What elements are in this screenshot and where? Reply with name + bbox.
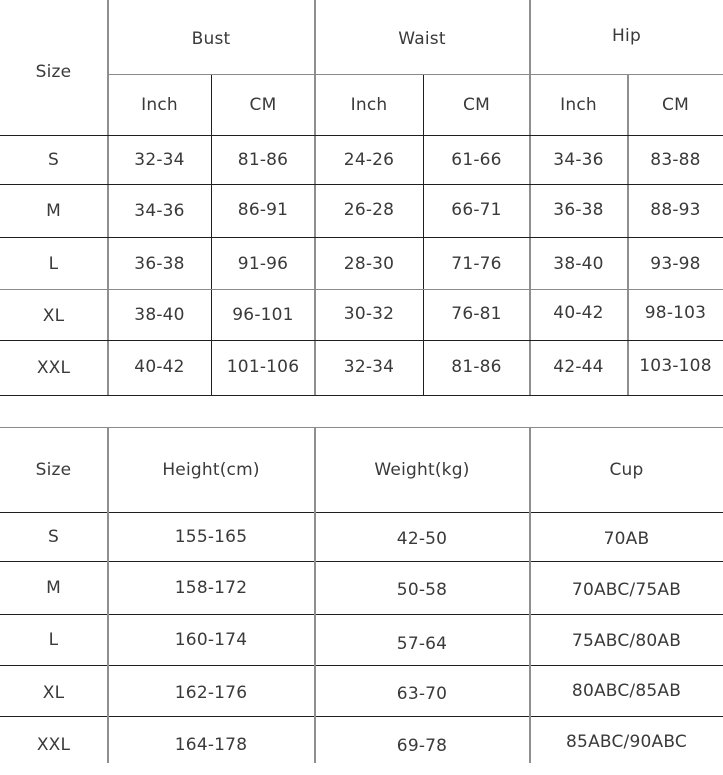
header-weight: Weight(kg)	[374, 460, 470, 480]
header-hip-inch: Inch	[560, 95, 597, 115]
hip-cm-cell: 88-93	[650, 200, 701, 220]
height-cell: 155-165	[174, 527, 248, 547]
height-cell: 162-176	[174, 683, 248, 703]
bust-inch-cell: 40-42	[134, 357, 185, 377]
bust-inch-cell: 38-40	[134, 305, 185, 325]
size-cell: XL	[42, 306, 65, 326]
size-cell: L	[48, 630, 59, 650]
bust-cm-cell: 81-86	[237, 150, 289, 170]
height-cell: 160-174	[174, 630, 248, 650]
bust-cm-cell: 101-106	[226, 357, 300, 377]
hip-cm-cell: 83-88	[650, 150, 701, 170]
bust-inch-cell: 34-36	[134, 201, 185, 221]
size-cell: XL	[42, 683, 65, 703]
weight-cell: 50-58	[396, 580, 448, 600]
header-waist-inch: Inch	[350, 95, 388, 115]
divider	[0, 395, 723, 396]
header-bust-cm: CM	[249, 95, 277, 115]
size-cell: XXL	[36, 358, 71, 378]
bust-cm-cell: 86-91	[237, 200, 289, 220]
size-cell: L	[48, 254, 59, 274]
waist-inch-cell: 28-30	[343, 253, 395, 274]
hip-cm-cell: 93-98	[650, 253, 701, 274]
header-hip-cm: CM	[662, 95, 689, 115]
height-cell: 164-178	[174, 735, 248, 755]
header-bust: Bust	[191, 29, 231, 49]
cup-cell: 85ABC/90ABC	[566, 732, 687, 752]
header-height: Height(cm)	[162, 460, 260, 480]
size-cell: S	[48, 527, 59, 547]
hip-inch-cell: 38-40	[553, 253, 604, 274]
waist-inch-cell: 30-32	[343, 304, 395, 324]
waist-cm-cell: 76-81	[451, 304, 502, 324]
bust-cm-cell: 91-96	[237, 253, 289, 274]
header-waist: Waist	[398, 29, 446, 49]
cup-cell: 80ABC/85AB	[571, 681, 682, 701]
cup-cell: 70AB	[603, 529, 650, 549]
header-bust-inch: Inch	[141, 95, 178, 115]
size-cell: S	[48, 150, 59, 170]
waist-inch-cell: 32-34	[343, 357, 395, 377]
hip-cm-cell: 103-108	[639, 356, 712, 376]
weight-cell: 42-50	[396, 529, 448, 549]
height-cell: 158-172	[174, 578, 248, 598]
hip-inch-cell: 34-36	[553, 150, 604, 170]
cup-cell: 75ABC/80AB	[571, 631, 682, 651]
size-cell: XXL	[36, 735, 71, 755]
cup-cell: 70ABC/75AB	[571, 580, 682, 600]
waist-inch-cell: 26-28	[343, 200, 395, 220]
waist-cm-cell: 66-71	[451, 200, 502, 220]
header-cup: Cup	[609, 460, 644, 480]
waist-cm-cell: 81-86	[451, 357, 502, 377]
bust-inch-cell: 32-34	[134, 150, 185, 170]
size-cell: M	[46, 578, 61, 598]
header-size: Size	[35, 61, 72, 82]
hip-inch-cell: 40-42	[553, 303, 604, 323]
size-cell: M	[46, 201, 61, 221]
weight-cell: 69-78	[396, 736, 448, 756]
weight-cell: 57-64	[396, 634, 448, 654]
hip-inch-cell: 36-38	[553, 200, 604, 220]
weight-cell: 63-70	[396, 684, 448, 704]
bust-cm-cell: 96-101	[232, 305, 294, 325]
waist-inch-cell: 24-26	[343, 150, 395, 170]
hip-cm-cell: 98-103	[644, 303, 707, 323]
waist-cm-cell: 61-66	[451, 150, 502, 170]
bust-inch-cell: 36-38	[134, 253, 185, 274]
header-size: Size	[35, 460, 72, 480]
waist-cm-cell: 71-76	[451, 253, 502, 274]
hip-inch-cell: 42-44	[553, 357, 604, 377]
header-waist-cm: CM	[463, 95, 490, 115]
header-hip: Hip	[612, 26, 641, 46]
